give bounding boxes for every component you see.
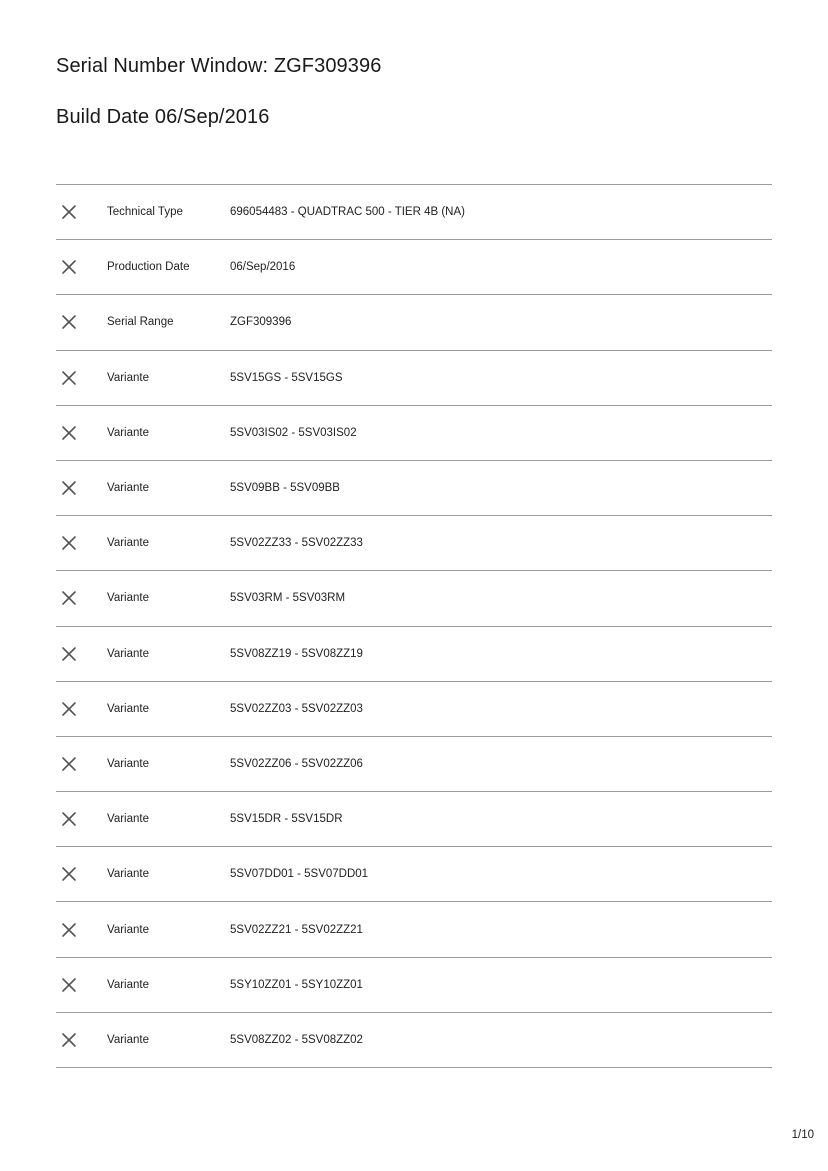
row-value: 696054483 - QUADTRAC 500 - TIER 4B (NA) xyxy=(230,206,465,219)
close-icon[interactable] xyxy=(61,811,77,827)
table-row xyxy=(56,958,772,1013)
row-value: 5SV03IS02 - 5SV03IS02 xyxy=(230,426,357,439)
close-icon[interactable] xyxy=(61,701,77,717)
row-value: 5SV15GS - 5SV15GS xyxy=(230,371,343,384)
row-label: Variante xyxy=(107,813,149,826)
close-icon[interactable] xyxy=(61,646,77,662)
table-row xyxy=(56,185,772,240)
table-row xyxy=(56,516,772,571)
close-icon[interactable] xyxy=(61,480,77,496)
row-label: Variante xyxy=(107,371,149,384)
row-label: Variante xyxy=(107,923,149,936)
row-label: Variante xyxy=(107,978,149,991)
table-row xyxy=(56,295,772,350)
close-icon[interactable] xyxy=(61,535,77,551)
table-row xyxy=(56,737,772,792)
close-icon[interactable] xyxy=(61,204,77,220)
table-row xyxy=(56,627,772,682)
row-value: ZGF309396 xyxy=(230,316,292,329)
table-row xyxy=(56,682,772,737)
close-icon[interactable] xyxy=(61,756,77,772)
row-label: Production Date xyxy=(107,261,190,274)
row-value: 5SV02ZZ03 - 5SV02ZZ03 xyxy=(230,702,363,715)
table-row xyxy=(56,571,772,626)
close-icon[interactable] xyxy=(61,590,77,606)
page-number: 1/10 xyxy=(791,1129,814,1141)
table-row xyxy=(56,240,772,295)
table-row xyxy=(56,461,772,516)
row-value: 06/Sep/2016 xyxy=(230,261,296,274)
serial-details-table xyxy=(56,184,772,1068)
table-row xyxy=(56,902,772,957)
row-label: Variante xyxy=(107,426,149,439)
row-label: Variante xyxy=(107,537,149,550)
row-value: 5SV02ZZ21 - 5SV02ZZ21 xyxy=(230,923,363,936)
build-date: Build Date 06/Sep/2016 xyxy=(56,106,270,128)
row-label: Variante xyxy=(107,868,149,881)
row-label: Technical Type xyxy=(107,206,183,219)
table-row xyxy=(56,847,772,902)
row-value: 5SV02ZZ33 - 5SV02ZZ33 xyxy=(230,537,363,550)
close-icon[interactable] xyxy=(61,370,77,386)
page-title: Serial Number Window: ZGF309396 xyxy=(56,55,382,77)
close-icon[interactable] xyxy=(61,259,77,275)
row-value: 5SY10ZZ01 - 5SY10ZZ01 xyxy=(230,978,363,991)
close-icon[interactable] xyxy=(61,425,77,441)
row-label: Variante xyxy=(107,482,149,495)
row-value: 5SV15DR - 5SV15DR xyxy=(230,813,343,826)
table-row xyxy=(56,792,772,847)
row-label: Variante xyxy=(107,757,149,770)
row-label: Variante xyxy=(107,592,149,605)
row-label: Variante xyxy=(107,647,149,660)
row-value: 5SV09BB - 5SV09BB xyxy=(230,482,340,495)
row-value: 5SV08ZZ02 - 5SV08ZZ02 xyxy=(230,1033,363,1046)
row-label: Variante xyxy=(107,1033,149,1046)
table-row xyxy=(56,1013,772,1068)
close-icon[interactable] xyxy=(61,1032,77,1048)
row-value: 5SV08ZZ19 - 5SV08ZZ19 xyxy=(230,647,363,660)
close-icon[interactable] xyxy=(61,977,77,993)
table-row xyxy=(56,351,772,406)
row-label: Variante xyxy=(107,702,149,715)
row-value: 5SV02ZZ06 - 5SV02ZZ06 xyxy=(230,757,363,770)
close-icon[interactable] xyxy=(61,314,77,330)
row-label: Serial Range xyxy=(107,316,174,329)
row-value: 5SV03RM - 5SV03RM xyxy=(230,592,346,605)
close-icon[interactable] xyxy=(61,922,77,938)
table-row xyxy=(56,406,772,461)
close-icon[interactable] xyxy=(61,866,77,882)
row-value: 5SV07DD01 - 5SV07DD01 xyxy=(230,868,369,881)
